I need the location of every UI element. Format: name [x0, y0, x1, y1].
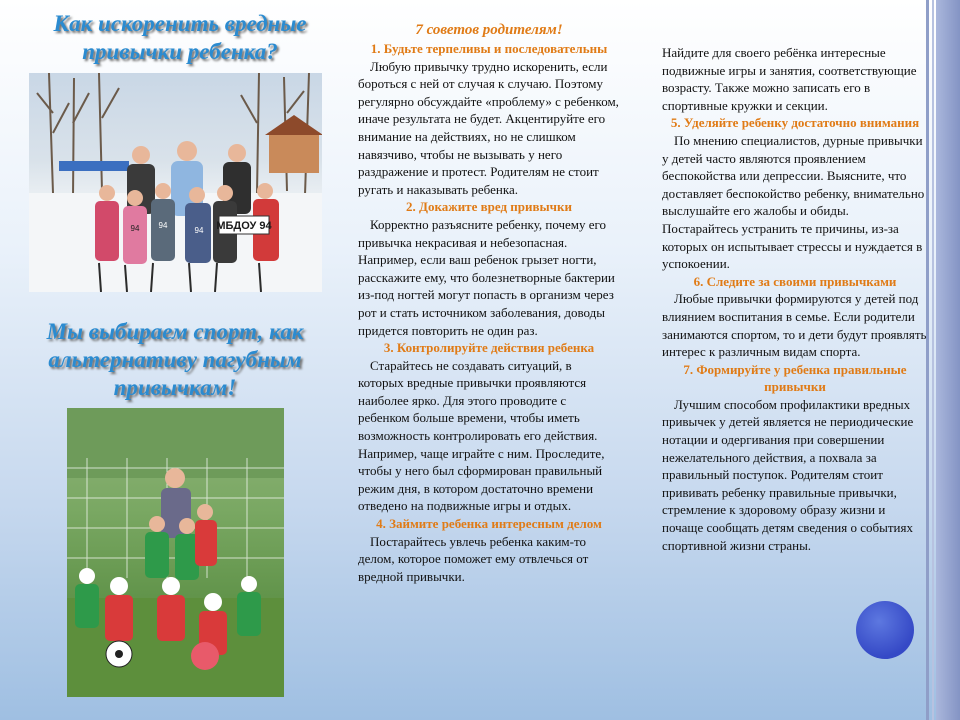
right-bar-wide [936, 0, 960, 720]
tip-4-title: 4. Займите ребенка интересным делом [376, 516, 602, 532]
decorative-blue-circle [856, 601, 914, 659]
right-bar-line [932, 0, 934, 720]
winter-group-illustration [29, 73, 322, 292]
tip-7-title: 7. Формируйте у ребенка правильные привычки [683, 361, 907, 395]
heading-habits-question: Как искоренить вредные привычки ребенка? [53, 11, 307, 64]
tip-7-text: Лучшим способом профилактики вредных привычек у детей является не периодические нотации и одергивания при совершении нежелательного действия, а похвала за правильный поступок. Родителям стоит прививать ребенку правильные привычки, стремление к здоровому образу жизни и почаще сообщать детям сведения о событиях спортивной жизни страны. [662, 396, 914, 553]
photo-summer-football-group [67, 408, 284, 697]
tip-4-text: Постарайтесь увлечь ребенка каким-то делом, которое поможет ему отвлечься от вредной привычки. [358, 533, 589, 584]
photo-winter-group [29, 73, 322, 292]
tips-column-left [358, 20, 620, 585]
bib-number: 94 [194, 226, 204, 235]
heading-sport-alternative: Мы выбираем спорт, как альтернативу пагубным привычкам! [46, 319, 304, 400]
tip-2-text: Корректно разъясните ребенку, почему его привычка некрасивая и небезопасная. Например, если ваш ребенок грызет ногти, расскажите ему, что болезнетворные бактерии из-под ногтей могут попасть в организм через рот и стать источником заболевания, доводы придется повторить не один раз. [358, 216, 615, 338]
tip-6-title: 6. Следите за своими привычками [693, 273, 897, 289]
tip-5-title: 5. Уделяйте ребенку достаточно внимания [670, 115, 920, 131]
tip-6-text: Любые привычки формируются у детей под влиянием воспитания в семье. Если родители занимаются спортом, то и дети будут проявлять интерес к различным видам спорта. [662, 291, 927, 360]
tips-column-right [662, 44, 928, 554]
summer-group-illustration [67, 408, 284, 697]
tips-title: 7 советов родителям! [415, 22, 563, 38]
tip-3-text: Старайтесь не создавать ситуаций, в которых вредные привычки проявляются наиболее ярко. Для этого проводите с ребенком больше времени, чтобы иметь возможность контролировать его действия. Например, чаще играйте с ним. Проследите, чтобы у него был сформирован правильный режим дня, в котором достаточно времени отведено на подвижные игры и отдых. [358, 357, 605, 514]
tip-1-text: Любую привычку трудно искоренить, если бороться с ней от случая к случаю. Поэтому регулярно обсуждайте «проблему» с ребенком, иначе результата не будет. Акцентируйте его внимание на действиях, но не слишком навязчиво, чтобы не вызывать у него раздражение и протест. Родителям не стоит ругать и наказывать ребенка. [358, 58, 619, 197]
bib-number: 94 [158, 221, 168, 230]
photo-sign-text: МБДОУ 94 [216, 220, 272, 232]
bib-number: 94 [130, 224, 140, 233]
decorative-right-bars [926, 0, 960, 720]
tip-5-text: По мнению специалистов, дурные привычки у детей часто являются проявлением беспокойства или депрессии. Выясните, что доставляет беспокойство ребенку, внимательно выслушайте его жалобы и обиды. Постарайтесь устранить те причины, из-за которых он испытывает стрессы и нуждается в успокоении. [662, 132, 925, 272]
tip-1-title: 1. Будьте терпеливы и последовательны [370, 41, 608, 56]
tip-4-continued-text: Найдите для своего ребёнка интересные подвижные игры и занятия, соответствующие возрасту. Также можно записать его в спортивные кружки и секции. [662, 45, 917, 113]
tip-2-title: 2. Докажите вред привычки [406, 199, 572, 215]
tip-3-title: 3. Контролируйте действия ребенка [383, 340, 595, 356]
